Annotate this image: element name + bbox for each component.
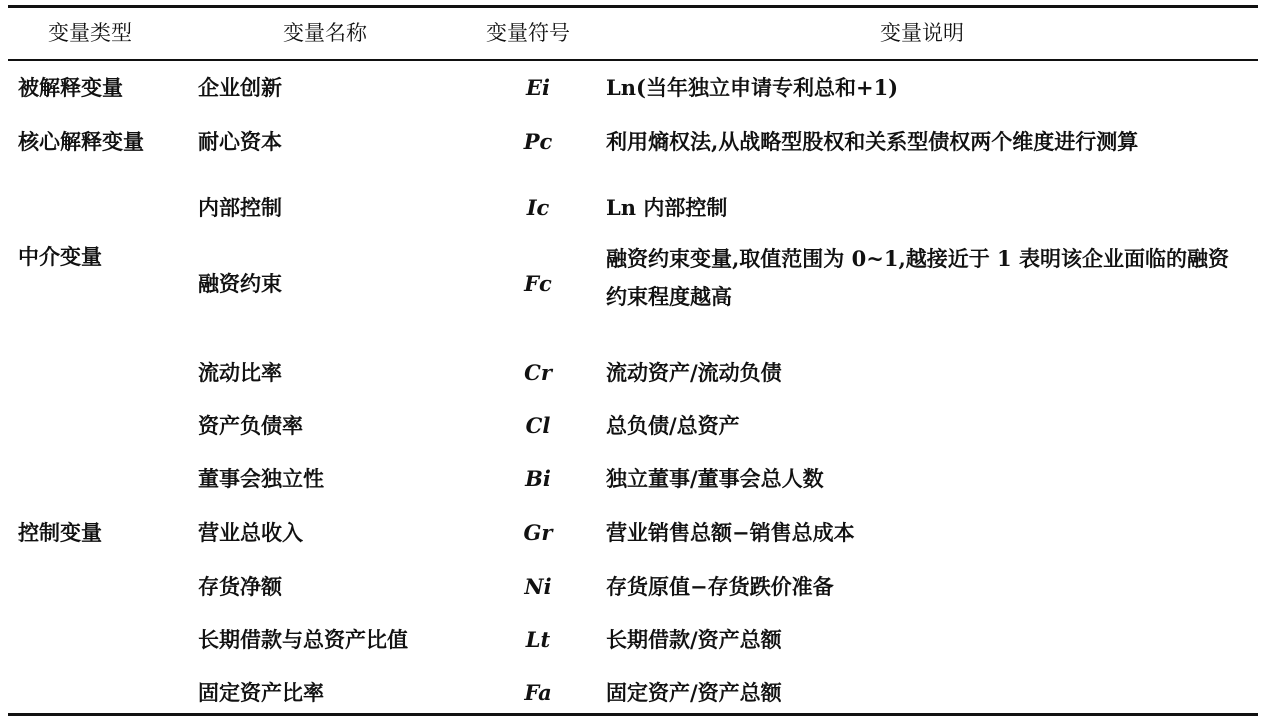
row-description: 长期借款/资产总额 [606,627,782,652]
row-description: 营业销售总额−销售总成本 [606,520,855,545]
row-description: 利用熵权法,从战略型股权和关系型债权两个维度进行测算 [606,129,1139,154]
row-name: 董事会独立性 [198,466,324,491]
row-name: 营业总收入 [198,520,303,545]
row-name: 流动比率 [198,360,282,385]
row-symbol: Fa [524,680,552,705]
row-description: Ln(当年独立申请专利总和+1) [606,75,899,100]
group-control: 控制变量 [18,520,102,545]
top-rule [8,5,1258,8]
row-description: 总负债/总资产 [606,413,740,438]
row-description: 固定资产/资产总额 [606,680,782,705]
header-description: 变量说明 [880,21,964,45]
group-mediator: 中介变量 [18,244,102,269]
row-symbol: Cl [525,413,551,438]
row-name: 耐心资本 [198,129,282,154]
row-name: 固定资产比率 [198,680,324,705]
row-name: 企业创新 [198,75,282,100]
row-description: 融资约束变量,取值范围为 0~1,越接近于 1 表明该企业面临的融资约束程度越高 [606,246,1229,309]
header-name: 变量名称 [283,21,367,45]
header-symbol: 变量符号 [486,21,570,45]
row-description: 流动资产/流动负债 [606,360,782,385]
row-symbol: Lt [525,627,551,652]
row-description: Ln 内部控制 [606,195,728,220]
row-symbol: Gr [523,520,553,545]
row-symbol: Bi [525,466,551,491]
variable-table [8,0,1258,723]
row-symbol: Pc [523,129,553,154]
row-description: 独立董事/董事会总人数 [606,466,824,491]
row-description: 存货原值−存货跌价准备 [606,574,834,599]
row-name: 融资约束 [198,271,282,296]
row-name: 内部控制 [198,195,282,220]
group-core: 核心解释变量 [18,129,144,154]
bottom-rule [8,713,1258,716]
row-name: 存货净额 [198,574,282,599]
row-name: 长期借款与总资产比值 [198,627,408,652]
row-symbol: Fc [524,271,552,296]
row-symbol: Ic [526,195,550,220]
row-symbol: Ni [524,574,552,599]
group-explained: 被解释变量 [18,75,123,100]
row-symbol: Ei [526,75,550,100]
row-symbol: Cr [524,360,552,385]
header-rule [8,59,1258,61]
row-name: 资产负债率 [198,413,303,438]
header-type: 变量类型 [48,21,132,45]
